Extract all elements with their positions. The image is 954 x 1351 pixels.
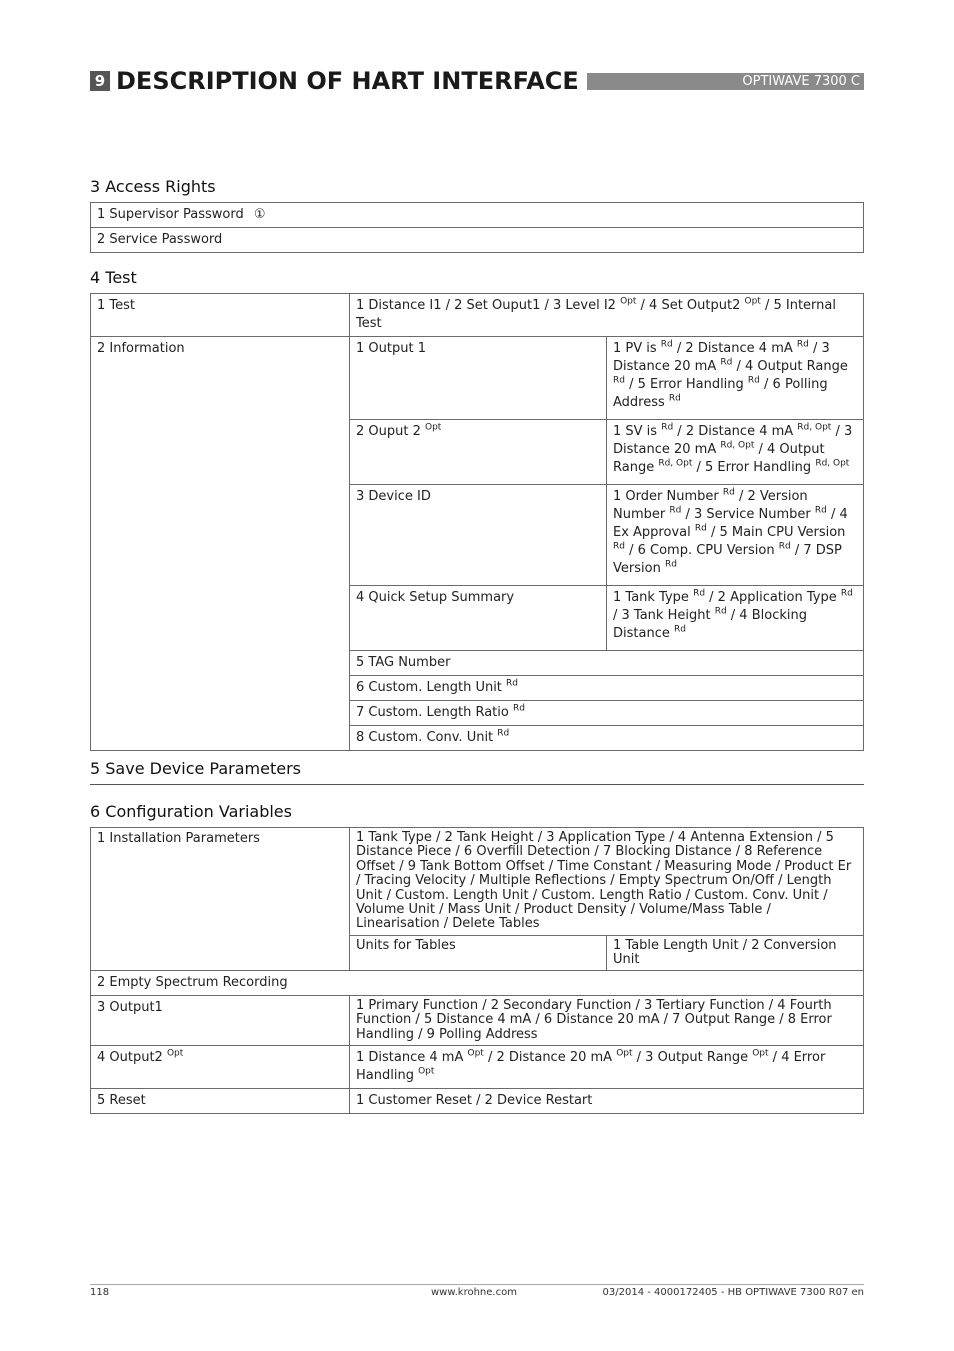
chapter-number: 9 <box>90 71 110 91</box>
footnote-mark: ① <box>253 207 266 222</box>
table-cell: 2 Ouput 2 $^{Opt}$ <box>350 420 607 485</box>
section-title-save: 5 Save Device Parameters <box>90 759 302 778</box>
footer-document-id: 03/2014 - 4000172405 - HB OPTIWAVE 7300 R07 en <box>602 1287 864 1298</box>
table-row <box>91 1046 864 1089</box>
table-cell: 5 TAG Number <box>350 651 864 676</box>
table-cell: 5 Reset <box>91 1089 350 1114</box>
table-cell: 1 SV is $^{Rd}$ / 2 Distance 4 mA $^{Rd, Opt}$ / 3 Distance 20 mA $^{Rd, Opt}$ / 4 Output Range $^{Rd, Opt}$ / 5 Error Handling $^{Rd, Opt}$ <box>607 420 864 485</box>
table-cell: 1 Primary Function / 2 Secondary Function / 3 Tertiary Function / 4 Fourth Function / 5 Distance 4 mA / 6 Distance 20 mA / 7 Output Range / 8 Error Handling / 9 Polling Address <box>350 995 864 1045</box>
table-cell: 1 Tank Type $^{Rd}$ / 2 Application Type $^{Rd}$ / 3 Tank Height $^{Rd}$ / 4 Blocking Distance $^{Rd}$ <box>607 586 864 651</box>
table-cell: 1 Distance 4 mA $^{Opt}$ / 2 Distance 20 mA $^{Opt}$ / 3 Output Range $^{Opt}$ / 4 Error Handling $^{Opt}$ <box>350 1046 864 1089</box>
table-cell: 1 Output 1 <box>350 337 607 420</box>
section-title-test: 4 Test <box>90 268 137 287</box>
table-cell: 1 Distance I1 / 2 Set Ouput1 / 3 Level I2 $^{Opt}$ / 4 Set Output2 $^{Opt}$ / 5 Internal Test <box>350 294 864 337</box>
table-cell: 1 Supervisor Password ① <box>91 203 864 228</box>
table-cell: 1 Order Number $^{Rd}$ / 2 Version Number $^{Rd}$ / 3 Service Number $^{Rd}$ / 4 Ex Approval $^{Rd}$ / 5 Main CPU Version $^{Rd}$ / 6 Comp. CPU Version $^{Rd}$ / 7 DSP Version $^{Rd}$ <box>607 485 864 586</box>
table-row <box>91 337 864 420</box>
table-row <box>91 203 864 228</box>
table-cell: 1 PV is $^{Rd}$ / 2 Distance 4 mA $^{Rd}$ / 3 Distance 20 mA $^{Rd}$ / 4 Output Range $^{Rd}$ / 5 Error Handling $^{Rd}$ / 6 Polling Address $^{Rd}$ <box>607 337 864 420</box>
chapter-title: DESCRIPTION OF HART INTERFACE <box>116 67 579 95</box>
table-row <box>91 970 864 995</box>
table-cell: 3 Output1 <box>91 995 350 1045</box>
section-title-access-rights: 3 Access Rights <box>90 177 216 196</box>
section-divider <box>90 784 864 785</box>
table-cell: 8 Custom. Conv. Unit $^{Rd}$ <box>350 726 864 751</box>
table-row <box>91 828 864 936</box>
table-cell: 1 Installation Parameters <box>91 828 350 971</box>
footer-rule <box>90 1284 864 1285</box>
header-bar <box>587 73 864 90</box>
table-row <box>91 294 864 337</box>
table-cell: 2 Information <box>91 337 350 751</box>
table-cell: Units for Tables <box>350 935 607 970</box>
config-table <box>90 827 864 1114</box>
table-row <box>91 228 864 253</box>
table-row <box>91 1089 864 1114</box>
table-cell: 1 Customer Reset / 2 Device Restart <box>350 1089 864 1114</box>
table-cell: 1 Table Length Unit / 2 Conversion Unit <box>607 935 864 970</box>
test-table <box>90 293 864 751</box>
page-header <box>90 66 864 96</box>
table-cell: 6 Custom. Length Unit $^{Rd}$ <box>350 676 864 701</box>
table-cell: 2 Service Password <box>91 228 864 253</box>
access-rights-table <box>90 202 864 253</box>
section-title-config: 6 Configuration Variables <box>90 802 292 821</box>
table-row <box>91 995 864 1045</box>
table-cell: 2 Empty Spectrum Recording <box>91 970 864 995</box>
table-cell: 1 Test <box>91 294 350 337</box>
table-cell: 1 Tank Type / 2 Tank Height / 3 Application Type / 4 Antenna Extension / 5 Distance Piece / 6 Overfill Detection / 7 Blocking Distance / 8 Reference Offset / 9 Tank Bottom Offset / Time Constant / Measuring Mode / Product Er / Tracing Velocity / Multiple Reflections / Empty Spectrum On/Off / Length Unit / Custom. Length Unit / Custom. Length Ratio / Custom. Conv. Unit / Volume Unit / Mass Unit / Product Density / Volume/Mass Table / Linearisation / Delete Tables <box>350 828 864 936</box>
footer-website: www.krohne.com <box>431 1287 517 1298</box>
table-cell: 4 Output2 $^{Opt}$ <box>91 1046 350 1089</box>
product-name: OPTIWAVE 7300 C <box>742 73 860 89</box>
table-cell: 4 Quick Setup Summary <box>350 586 607 651</box>
table-cell: 3 Device ID <box>350 485 607 586</box>
table-cell: 7 Custom. Length Ratio $^{Rd}$ <box>350 701 864 726</box>
page-number: 118 <box>90 1287 110 1298</box>
